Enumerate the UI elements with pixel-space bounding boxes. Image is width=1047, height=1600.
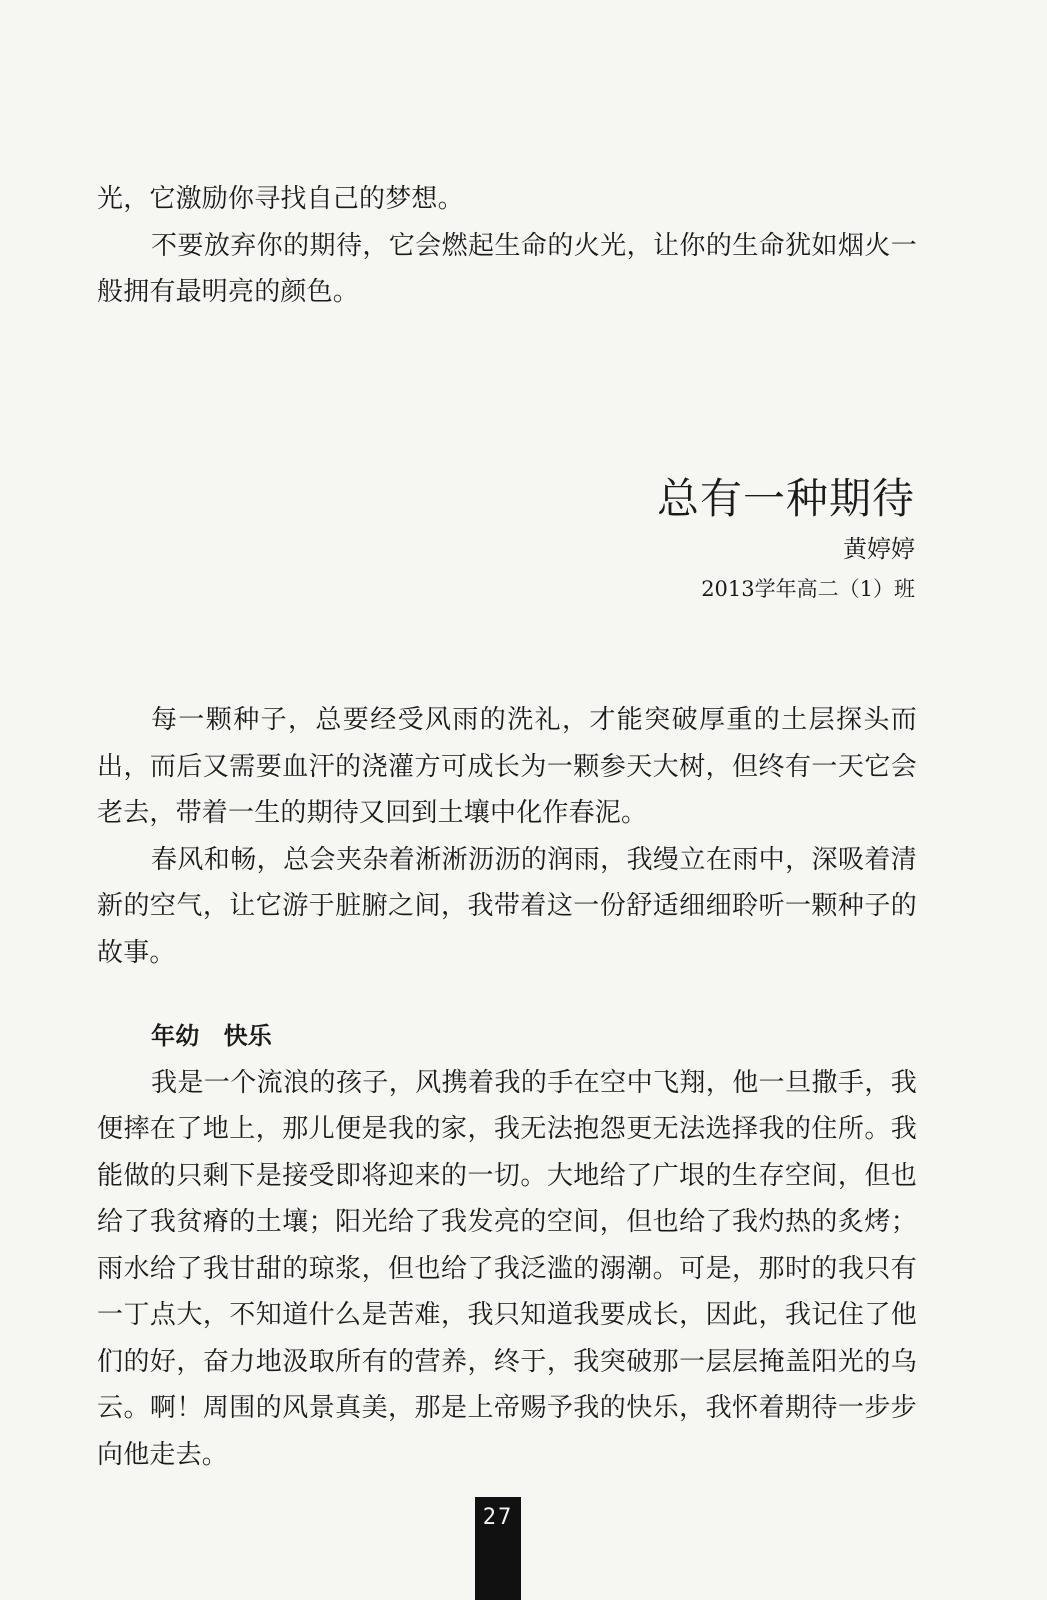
article-author: 黄婷婷 bbox=[843, 535, 915, 563]
section-heading: 年幼 快乐 bbox=[151, 1022, 272, 1050]
previous-article-ending bbox=[97, 176, 917, 316]
article-title: 总有一种期待 bbox=[656, 474, 915, 523]
article-section bbox=[97, 1013, 917, 1478]
paragraph: 光，它激励你寻找自己的梦想。 bbox=[97, 184, 464, 214]
page-number: 27 bbox=[482, 1505, 514, 1530]
paragraph: 我是一个流浪的孩子，风携着我的手在空中飞翔，他一旦撒手，我便摔在了地上，那儿便是我的家，我无法抱怨更无法选择我的住所。我能做的只剩下是接受即将迎来的一切。大地给了广垠的生存空间，但也给了我贫瘠的土壤；阳光给了我发亮的空间，但也给了我灼热的炙烤；雨水给了我甘甜的琼浆，但也给了我泛滥的溺潮。可是，那时的我只有一丁点大，不知道什么是苦难，我只知道我要成长，因此，我记住了他们的好，奋力地汲取所有的营养，终于，我突破那一层层掩盖阳光的乌云。啊！周围的风景真美，那是上帝赐予我的快乐，我怀着期待一步步向他走去。 bbox=[97, 1067, 917, 1470]
article-intro bbox=[97, 697, 917, 976]
paragraph: 每一颗种子，总要经受风雨的洗礼，才能突破厚重的土层探头而出，而后又需要血汗的浇灌方可成长为一颗参天大树，但终有一天它会老去，带着一生的期待又回到土壤中化作春泥。 bbox=[97, 705, 917, 828]
paragraph: 春风和畅，总会夹杂着淅淅沥沥的润雨，我缦立在雨中，深吸着清新的空气，让它游于脏腑之间，我带着这一份舒适细细聆听一颗种子的故事。 bbox=[97, 844, 917, 968]
author-class: 2013学年高二（1）班 bbox=[701, 577, 915, 601]
page-number-tab bbox=[475, 1497, 521, 1600]
paragraph: 不要放弃你的期待，它会燃起生命的火光，让你的生命犹如烟火一般拥有最明亮的颜色。 bbox=[97, 230, 917, 307]
